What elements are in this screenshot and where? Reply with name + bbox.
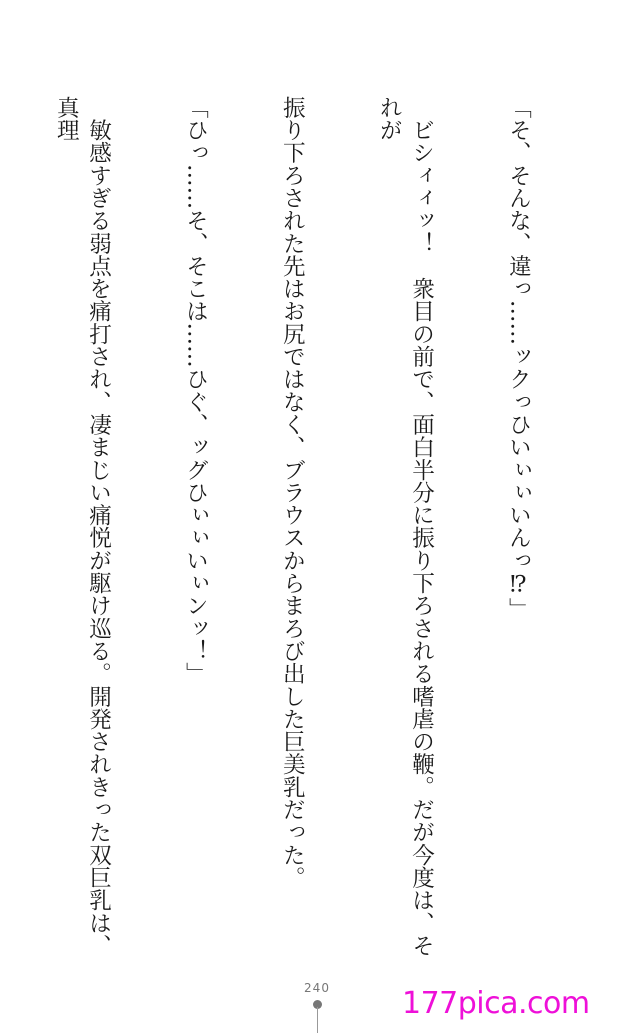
vertical-text-body xyxy=(21,96,599,960)
text-line-1: 「そ、そんな、違っ……ックっひいぃぃいんっ⁉」 xyxy=(505,96,532,621)
text-line-2: ビシィィッ！ 衆目の前で、面白半分に振り下ろされる嗜虐の鞭。だが今度は、それが xyxy=(376,96,435,957)
page-number: 240 xyxy=(304,981,330,995)
text-line-3: 振り下ろされた先はお尻ではなく、ブラウスからまろび出した巨美乳だった。 xyxy=(279,96,306,889)
text-line-5: 敏感すぎる弱点を痛打され、凄まじい痛悦が駆け巡る。開発されきった双巨乳は、真理 xyxy=(53,96,112,957)
page-marker-line xyxy=(317,1007,318,1033)
watermark-text: 177pica.com xyxy=(402,986,590,1021)
text-line-4: 「ひっ……そ、そこは……ひぐ、ッグひぃぃいぃンッ！」 xyxy=(182,96,209,685)
